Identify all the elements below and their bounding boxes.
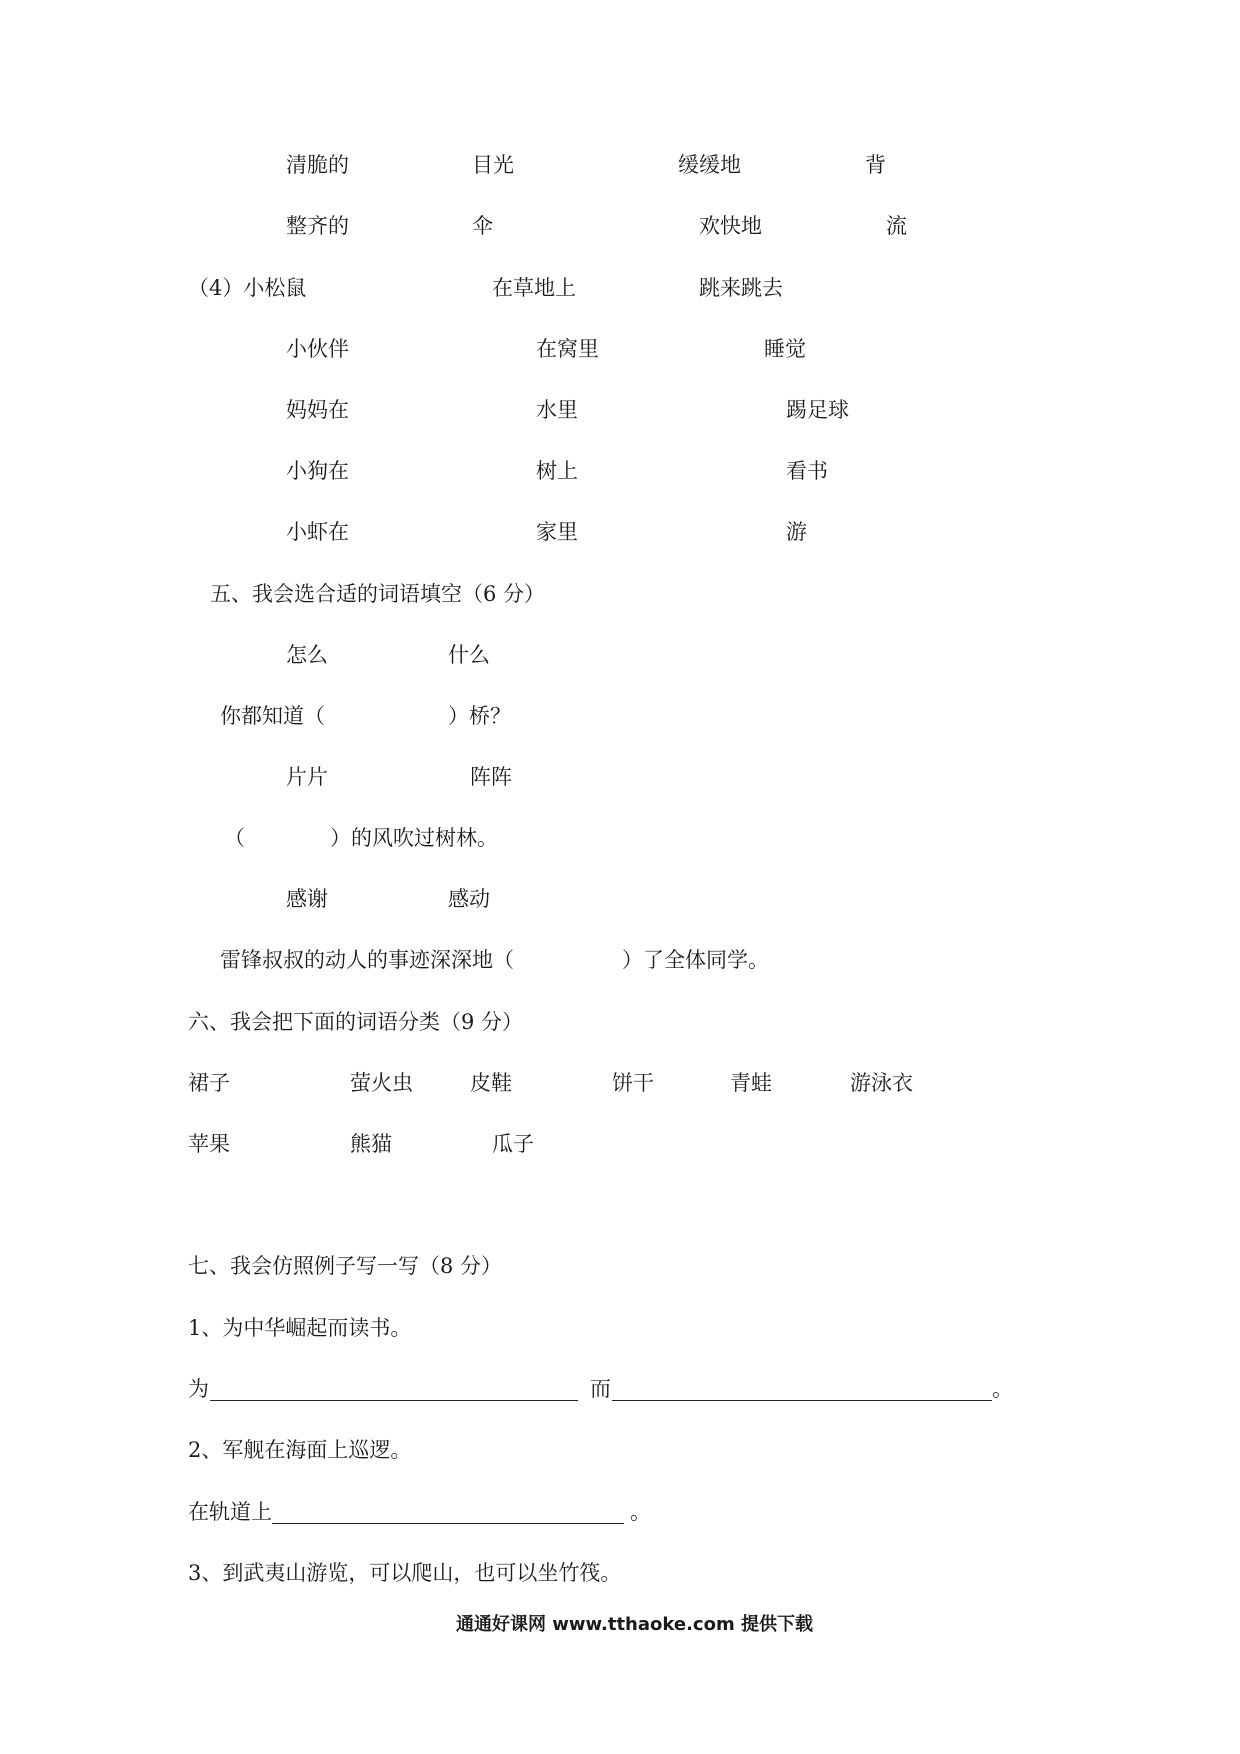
classify-word: 饼干 (612, 1071, 654, 1095)
example-sentence-1: 1、为中华崛起而读书。 (188, 1316, 412, 1340)
answer-line[interactable] (210, 1400, 578, 1401)
word: 家里 (536, 520, 578, 544)
answer-end: 。 (992, 1377, 1013, 1401)
word: 目光 (472, 153, 514, 177)
word: 游 (786, 520, 807, 544)
classify-word: 皮鞋 (470, 1071, 512, 1095)
classify-word: 青蛙 (730, 1071, 772, 1095)
example-sentence-2: 2、军舰在海面上巡逻。 (188, 1438, 412, 1462)
option-word: 怎么 (286, 643, 328, 667)
section-5-title: 五、我会选合适的词语填空（6 分） (210, 582, 546, 606)
word: 跳来跳去 (699, 276, 783, 300)
answer-line[interactable] (612, 1400, 992, 1401)
word: 踢足球 (786, 398, 849, 422)
word: 流 (886, 214, 907, 238)
word: 缓缓地 (678, 153, 741, 177)
answer-prefix: 为 (188, 1377, 209, 1401)
word: 水里 (536, 398, 578, 422)
example-sentence-3: 3、到武夷山游览，可以爬山，也可以坐竹筏。 (188, 1561, 622, 1585)
fill-sentence-start: 雷锋叔叔的动人的事迹深深地（ (220, 948, 514, 972)
word: 小伙伴 (286, 337, 349, 361)
word: 小虾在 (286, 520, 349, 544)
option-word: 感谢 (286, 887, 328, 911)
option-word: 什么 (448, 643, 490, 667)
fill-sentence-start: 你都知道（ (220, 704, 325, 728)
word: 看书 (786, 459, 828, 483)
word: 在窝里 (536, 337, 599, 361)
question-4-label: （4）小松鼠 (188, 276, 307, 300)
classify-word: 熊猫 (350, 1132, 392, 1156)
word: 伞 (472, 214, 493, 238)
fill-sentence-end: ）桥？ (448, 704, 511, 728)
word: 欢快地 (699, 214, 762, 238)
word: 背 (865, 153, 886, 177)
section-6-title: 六、我会把下面的词语分类（9 分） (188, 1010, 524, 1034)
word: 树上 (536, 459, 578, 483)
word: 睡觉 (764, 337, 806, 361)
footer-download-note: 通通好课网 www.tthaoke.com 提供下载 (456, 1614, 813, 1635)
classify-word: 裙子 (188, 1071, 230, 1095)
word: 整齐的 (286, 214, 349, 238)
classify-word: 游泳衣 (850, 1071, 913, 1095)
word: 清脆的 (286, 153, 349, 177)
classify-word: 瓜子 (492, 1132, 534, 1156)
word: 妈妈在 (286, 398, 349, 422)
answer-line[interactable] (272, 1523, 624, 1524)
word: 在草地上 (492, 276, 576, 300)
classify-word: 萤火虫 (350, 1071, 413, 1095)
option-word: 阵阵 (470, 765, 512, 789)
option-word: 片片 (286, 765, 328, 789)
answer-prefix: 在轨道上 (188, 1500, 272, 1524)
fill-sentence-end: ）的风吹过树林。 (330, 826, 498, 850)
answer-connector: 而 (590, 1377, 611, 1401)
word: 小狗在 (286, 459, 349, 483)
section-7-title: 七、我会仿照例子写一写（8 分） (188, 1254, 503, 1278)
answer-end: 。 (630, 1500, 651, 1524)
classify-word: 苹果 (188, 1132, 230, 1156)
fill-sentence-end: ）了全体同学。 (622, 948, 769, 972)
fill-sentence-start: （ (224, 826, 245, 850)
option-word: 感动 (448, 887, 490, 911)
